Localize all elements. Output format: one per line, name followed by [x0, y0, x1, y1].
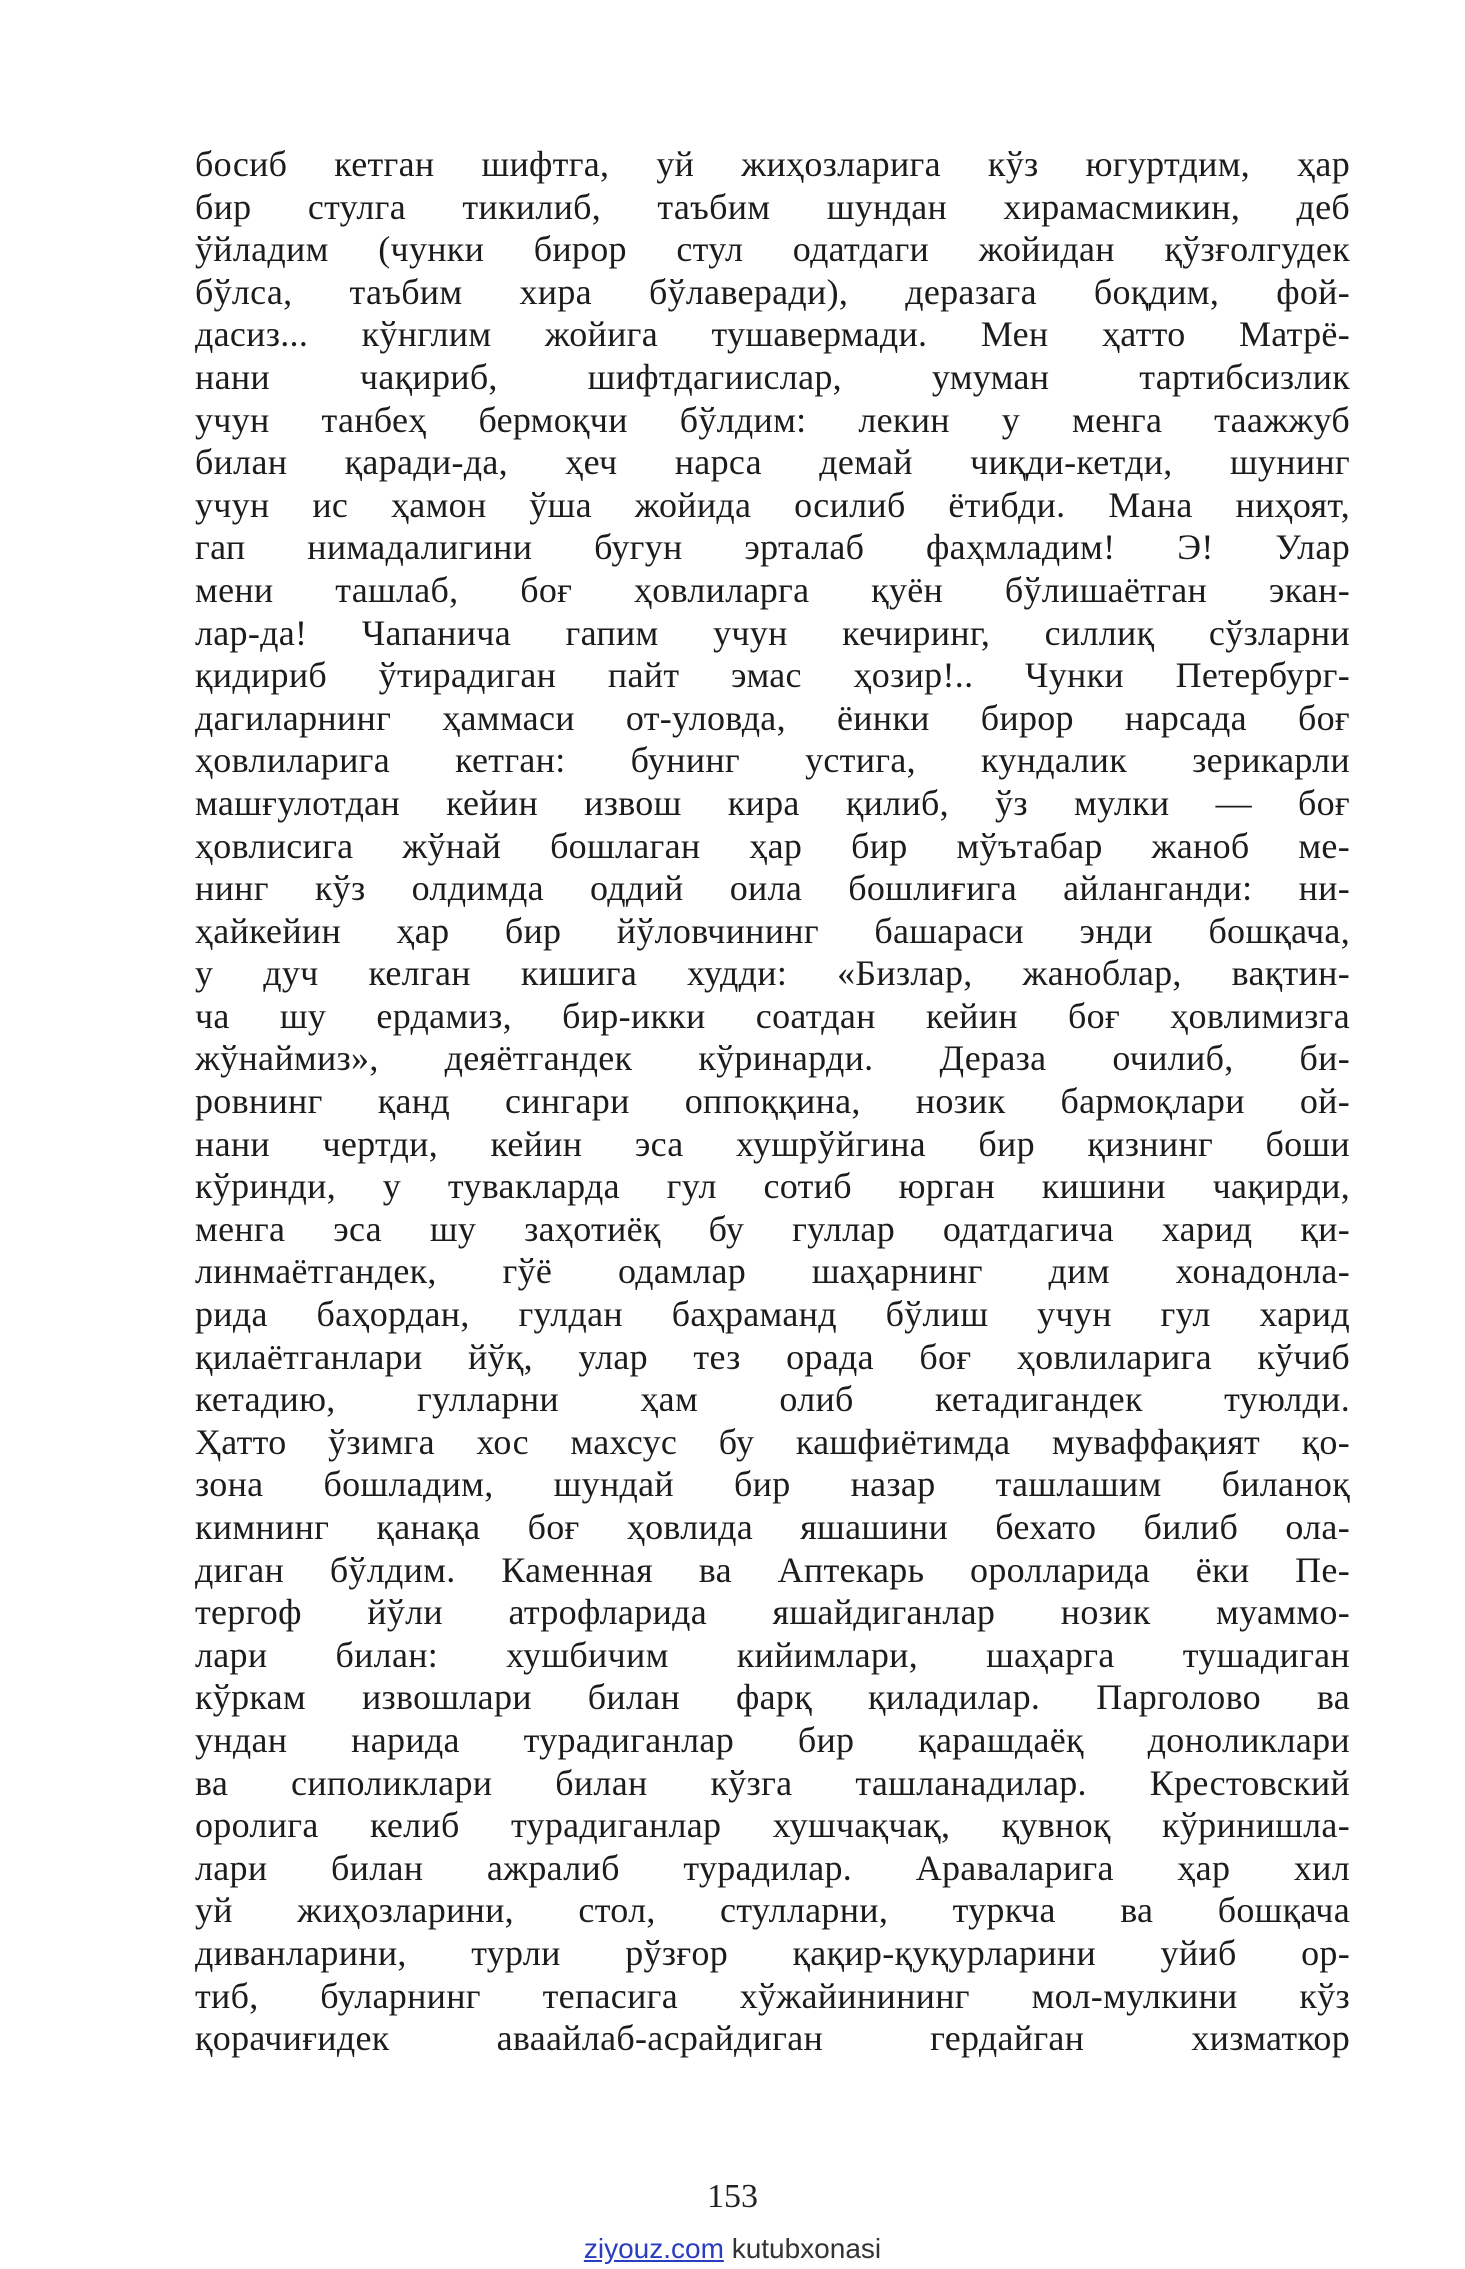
- text-line: бир стулга тикилиб, таъбим шундан хирамасмикин, деб: [195, 186, 1350, 227]
- text-line: ча шу ердамиз, бир-икки соатдан кейин боғ ҳовлимизга: [195, 995, 1350, 1036]
- text-line: машғулотдан кейин извош кира қилиб, ўз мулки — боғ: [195, 782, 1350, 823]
- text-line: кимнинг қанақа боғ ҳовлида яшашини бехато билиб ола-: [195, 1507, 1350, 1547]
- text-line: учун танбеҳ бермоқчи бўлдим: лекин у менга таажжуб: [195, 399, 1350, 440]
- text-line: жўнаймиз», деяётгандек кўринарди. Дераза очилиб, би-: [195, 1038, 1350, 1079]
- text-line: ўйладим (чунки бирор стул одатдаги жойидан қўзғолгудек: [195, 229, 1350, 270]
- text-line: дасиз... кўнглим жойига тушавермади. Мен ҳатто Матрё-: [195, 314, 1350, 355]
- page-body-text: [195, 143, 1350, 2060]
- text-line: қилаётганлари йўқ, улар тез орада боғ ҳовлиларига кўчиб: [195, 1336, 1350, 1377]
- footer-source-link[interactable]: ziyouz.com: [583, 2233, 724, 2264]
- text-line: мени ташлаб, боғ ҳовлиларга қуён бўлишаётган экан-: [195, 569, 1350, 610]
- text-line: учун ис ҳамон ўша жойида осилиб ётибди. Мана ниҳоят,: [195, 484, 1350, 525]
- text-line: у дуч келган кишига худди: «Бизлар, жаноблар, вақтин-: [195, 953, 1350, 994]
- page-number: 153: [707, 2178, 758, 2215]
- text-line: ундан нарида турадиганлар бир қарашдаёқ доноликлари: [195, 1719, 1350, 1760]
- text-line: менга эса шу заҳотиёқ бу гуллар одатдагича харид қи-: [195, 1208, 1350, 1249]
- text-line: лар-да! Чапанича гапим учун кечиринг, силлиқ сўзларни: [195, 612, 1350, 653]
- text-line: уй жиҳозларини, стол, стулларни, туркча ва бошқача: [195, 1890, 1350, 1931]
- footer: [0, 2233, 1465, 2265]
- text-line: диванларини, турли рўзғор қақир-қуқурларини уйиб ор-: [195, 1932, 1350, 1973]
- text-line: ва сиполиклари билан кўзга ташланадилар. Крестовский: [195, 1762, 1350, 1803]
- text-line: оролига келиб турадиганлар хушчақчақ, қувноқ кўринишла-: [195, 1805, 1350, 1846]
- text-line: тергоф йўли атрофларида яшайдиганлар нозик муаммо-: [195, 1592, 1350, 1633]
- text-line: гап нимадалигини бугун эрталаб фаҳмладим! Э! Улар: [195, 527, 1350, 568]
- text-line: ҳовлиларига кетган: бунинг устига, кундалик зерикарли: [195, 740, 1350, 781]
- text-line: қорачиғидек аваайлаб-асрайдиган гердайган хизматкор: [195, 2018, 1350, 2059]
- text-line: диган бўлдим. Каменная ва Аптекарь оролларида ёки Пе-: [195, 1549, 1350, 1590]
- text-line: зона бошладим, шундай бир назар ташлашим биланоқ: [195, 1464, 1350, 1505]
- text-line: нани чертди, кейин эса хушрўйгина бир қизнинг боши: [195, 1123, 1350, 1164]
- footer-source-label: kutubxonasi: [731, 2233, 882, 2264]
- text-line: линмаётгандек, гўё одамлар шаҳарнинг дим хонадонла-: [195, 1251, 1350, 1292]
- text-line: бўлса, таъбим хира бўлаверади), деразага боқдим, фой-: [195, 271, 1350, 312]
- text-line: нани чақириб, шифтдагиислар, умуман тартибсизлик: [195, 356, 1350, 397]
- text-line: кўркам извошлари билан фарқ қиладилар. Парголово ва: [195, 1677, 1350, 1718]
- text-line: кўринди, у тувакларда гул сотиб юрган кишини чақирди,: [195, 1166, 1350, 1207]
- text-line: қидириб ўтирадиган пайт эмас ҳозир!.. Чунки Петербург-: [195, 655, 1350, 696]
- text-line: лари билан: хушбичим кийимлари, шаҳарга тушадиган: [195, 1634, 1350, 1675]
- text-line: ровнинг қанд сингари оппоққина, нозик бармоқлари ой-: [195, 1081, 1350, 1122]
- text-line: босиб кетган шифтга, уй жиҳозларига кўз югуртдим, ҳар: [195, 144, 1350, 184]
- text-line: лари билан ажралиб турадилар. Араваларига ҳар хил: [195, 1847, 1350, 1888]
- text-line: нинг кўз олдимда оддий оила бошлиғига айланганди: ни-: [195, 868, 1350, 909]
- text-line: билан қаради-да, ҳеч нарса демай чиқди-кетди, шунинг: [195, 442, 1350, 483]
- text-line: рида баҳордан, гулдан баҳраманд бўлиш учун гул харид: [195, 1294, 1350, 1335]
- text-line: ҳовлисига жўнай бошлаган ҳар бир мўътабар жаноб ме-: [195, 825, 1350, 866]
- text-line: тиб, буларнинг тепасига хўжайинининг мол-мулкини кўз: [195, 1975, 1350, 2016]
- text-line: дагиларнинг ҳаммаси от-уловда, ёинки бирор нарсада боғ: [195, 697, 1350, 738]
- text-line: ҳайкейин ҳар бир йўловчининг башараси энди бошқача,: [195, 910, 1350, 951]
- text-line: Ҳатто ўзимга хос махсус бу кашфиётимда муваффақият қо-: [195, 1421, 1350, 1462]
- text-line: кетадию, гулларни ҳам олиб кетадигандек туюлди.: [195, 1379, 1350, 1420]
